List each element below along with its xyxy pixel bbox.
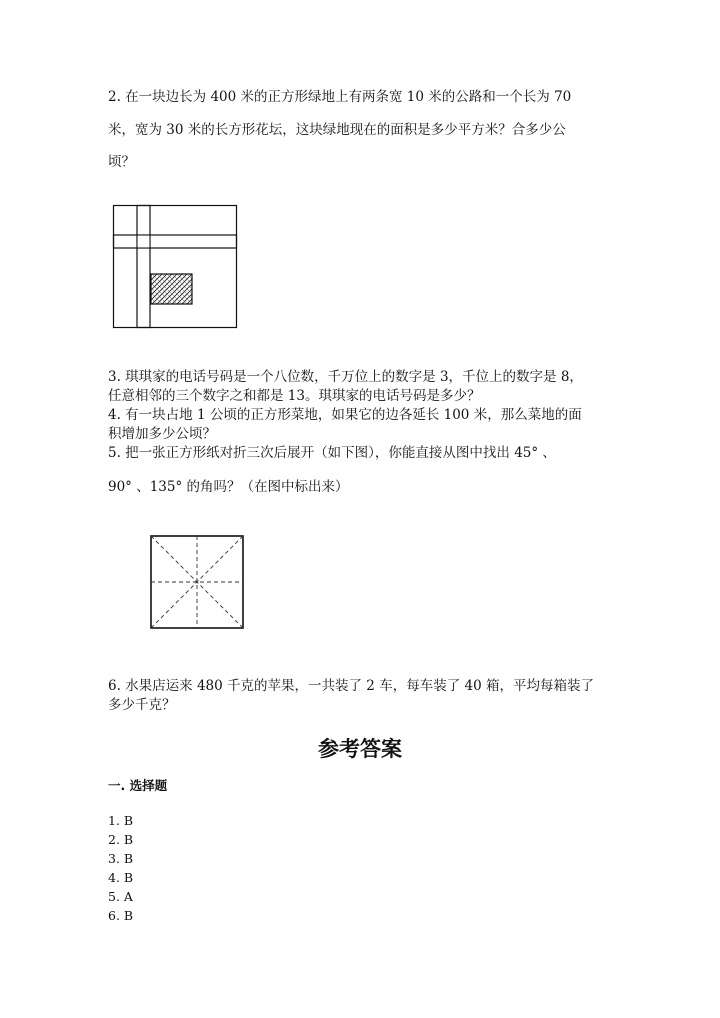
q2-text-line3: 顷？ (108, 154, 135, 170)
garden-diagram (112, 204, 240, 330)
vertical-road (137, 206, 150, 328)
fold-lines (151, 536, 243, 628)
answer-item: 6. B (108, 908, 134, 923)
q3-text-line2: 任意相邻的三个数字之和都是 13。琪琪家的电话号码是多少？ (108, 388, 481, 404)
q6-text-line1: 6. 水果店运来 480 千克的苹果，一共装了 2 车，每车装了 40 箱，平均每箱装了 (108, 678, 594, 694)
folded-paper-diagram (148, 533, 246, 633)
answer-list (108, 811, 133, 925)
q2-text-line1: 2. 在一块边长为 400 米的正方形绿地上有两条宽 10 米的公路和一个长为 70 (108, 89, 572, 105)
answer-item: 5. A (108, 889, 133, 904)
answer-item: 3. B (108, 851, 134, 866)
q4-text-line2: 积增加多少公顷？ (108, 426, 216, 442)
q2-text-line2: 米，宽为 30 米的长方形花坛，这块绿地现在的面积是多少平方米？合多少公 (108, 122, 566, 138)
answer-item: 4. B (108, 870, 134, 885)
horizontal-road (114, 235, 237, 248)
q5-text-line1: 5. 把一张正方形纸对折三次后展开（如下图），你能直接从图中找出 45° 、 (108, 445, 556, 461)
flower-bed (151, 274, 192, 304)
q6-text-line2: 多少千克？ (108, 697, 176, 713)
answer-key-title: 参考答案 (318, 737, 402, 761)
q3-text-line1: 3. 琪琪家的电话号码是一个八位数，千万位上的数字是 3，千位上的数字是 8， (108, 369, 583, 385)
q5-text-line2: 90° 、135° 的角吗？（在图中标出来） (108, 479, 349, 495)
answer-item: 1. B (108, 813, 134, 828)
square-field (114, 206, 237, 328)
section-heading-choice: 一. 选择题 (108, 778, 168, 793)
q4-text-line1: 4. 有一块占地 1 公顷的正方形菜地，如果它的边各延长 100 米，那么菜地的面 (108, 407, 582, 423)
answer-item: 2. B (108, 832, 134, 847)
